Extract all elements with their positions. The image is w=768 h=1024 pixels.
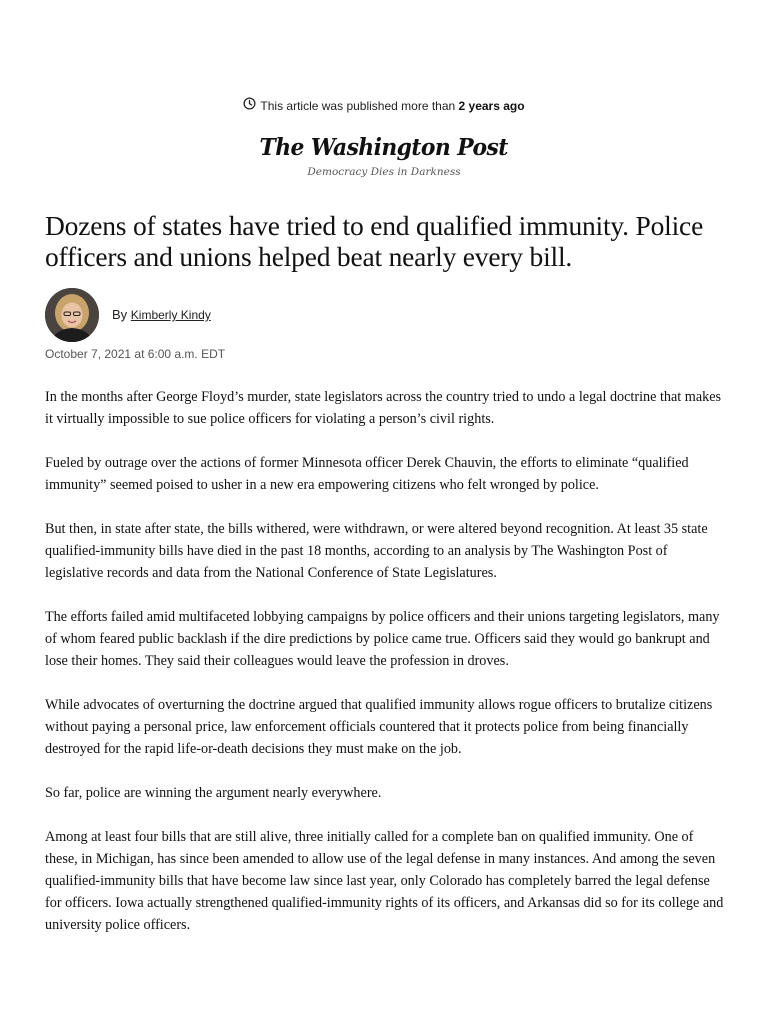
byline-prefix: By bbox=[112, 307, 128, 322]
article-paragraph: But then, in state after state, the bills withered, were withdrawn, or were altered beyond recognition. At least 35 state qualified-immunity bills have died in the past 18 months, according to an analysis by The Washington Post of legislative records and data from the National Conference of State Legislatures. bbox=[45, 521, 708, 581]
masthead-tagline: Democracy Dies in Darkness bbox=[307, 166, 461, 178]
article-paragraph: Among at least four bills that are still alive, three initially called for a complete ban on qualified immunity. One of these, in Michigan, has since been amended to allow use of the legal defense in many instances. And among the seven qualified-immunity bills that have become law since last year, only Colorado has completely barred the legal defense for officers. Iowa actually strengthened qualified-immunity rights of its officers, and Arkansas did so for its college and university police officers. bbox=[45, 829, 724, 933]
masthead bbox=[0, 132, 768, 180]
article-paragraph: The efforts failed amid multifaceted lobbying campaigns by police officers and their unions targeting legislators, many of whom feared public backlash if the dire predictions by police came true. Officers said they would go bankrupt and lose their homes. They said their colleagues would leave the profession in droves. bbox=[45, 609, 720, 669]
article-paragraph: In the months after George Floyd’s murder, state legislators across the country tried to undo a legal doctrine that makes it virtually impossible to sue police officers for violating a person’s civil rights. bbox=[45, 389, 722, 427]
article-dateline: October 7, 2021 at 6:00 a.m. EDT bbox=[45, 347, 226, 361]
article-paragraph: So far, police are winning the argument nearly everywhere. bbox=[45, 785, 382, 801]
article-paragraph: While advocates of overturning the doctrine argued that qualified immunity allows rogue officers to brutalize citizens without paying a personal price, law enforcement officials countered that it protects police from being financially destroyed for the rapid life-or-death decisions they must make on the job. bbox=[45, 697, 713, 757]
clock-icon bbox=[243, 97, 256, 115]
byline bbox=[112, 307, 211, 322]
author-avatar[interactable] bbox=[45, 288, 99, 342]
notice-prefix: This article was published more than bbox=[260, 99, 456, 113]
article-headline: Dozens of states have tried to end qualified immunity. Police officers and unions helped beat nearly every bill. bbox=[45, 210, 704, 272]
washington-post-logo[interactable]: The Washington Post bbox=[259, 134, 509, 161]
notice-emphasis: 2 years ago bbox=[458, 99, 525, 113]
published-notice bbox=[0, 97, 768, 116]
article-paragraph: Fueled by outrage over the actions of former Minnesota officer Derek Chauvin, the efforts to eliminate “qualified immunity” seemed poised to usher in a new era empowering citizens who felt wronged by police. bbox=[45, 455, 689, 493]
article-body bbox=[45, 386, 725, 958]
author-link[interactable]: Kimberly Kindy bbox=[130, 308, 211, 322]
